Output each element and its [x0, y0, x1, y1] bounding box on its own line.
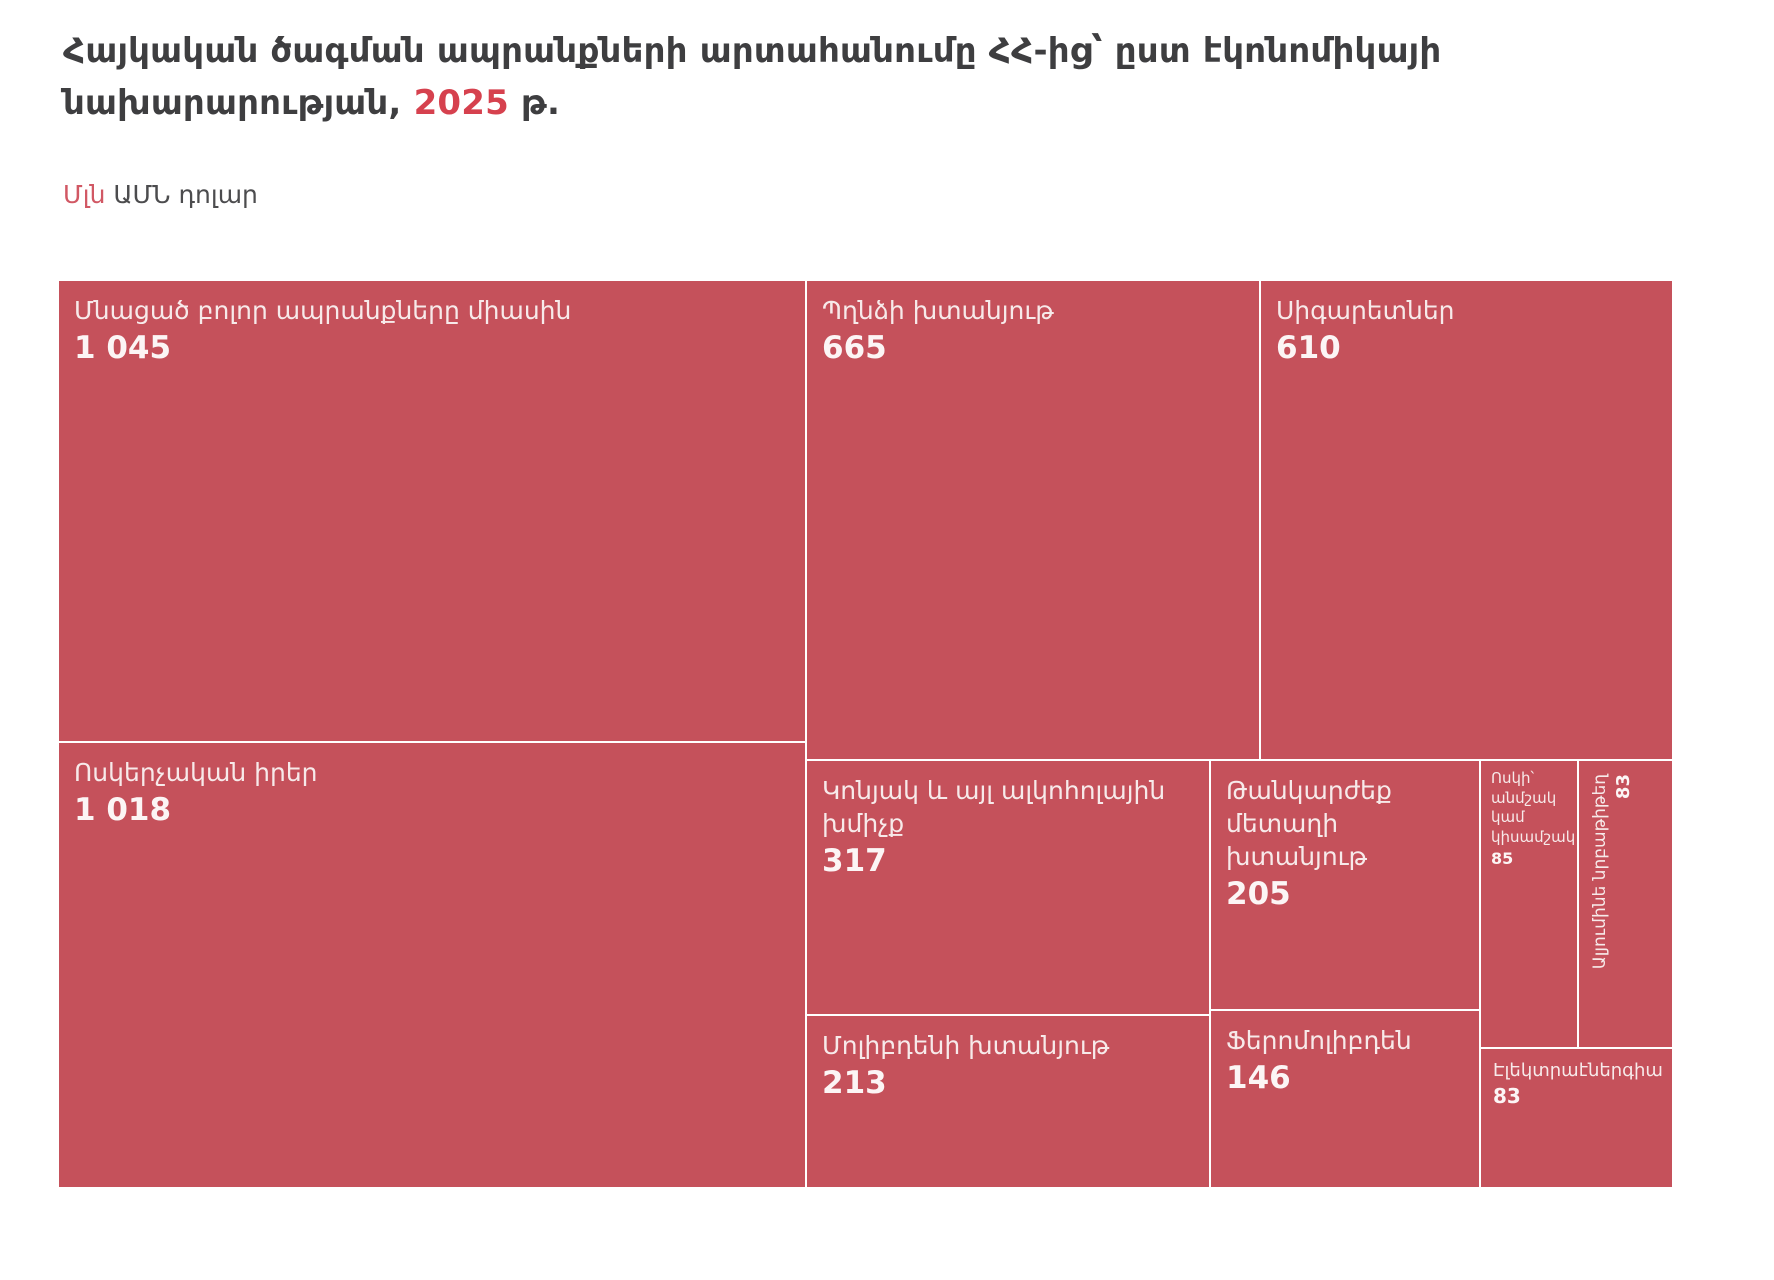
- title-year: 2025: [413, 82, 510, 123]
- tile-value: 213: [822, 1065, 887, 1101]
- tile-label: Մոլիբդենի խտանյութ: [822, 1031, 1110, 1060]
- tile-label: Մնացած բոլոր ապրանքները միասին: [74, 296, 572, 325]
- treemap-tile[interactable]: [1210, 760, 1480, 1010]
- tile-label: Սիգարետներ: [1276, 296, 1455, 325]
- tile-value: 146: [1226, 1060, 1291, 1096]
- treemap-tile[interactable]: [806, 760, 1210, 1015]
- unit-label: [63, 180, 258, 209]
- tile-value: 205: [1226, 876, 1291, 912]
- treemap-tile[interactable]: [58, 742, 806, 1188]
- tile-label: Ոսկերչական իրեր: [74, 758, 318, 787]
- tile-value: 665: [822, 330, 887, 366]
- treemap-tile[interactable]: [1480, 760, 1578, 1048]
- treemap-chart: [58, 280, 1673, 1188]
- tile-value: 317: [822, 843, 887, 879]
- tile-value: 610: [1276, 330, 1341, 366]
- title-text: Հայկական ծագման ապրանքների արտահանումը ՀՀ-ից՝ ըստ էկոնոմիկայի նախարարության,: [63, 31, 1442, 123]
- treemap-tile[interactable]: [1260, 280, 1673, 760]
- tile-label: Կոնյակ և այլ ալկոհոլային խմիչք: [822, 776, 1166, 838]
- tile-value: 85: [1491, 849, 1514, 868]
- tile-label: Էլեկտրաէներգիա: [1493, 1060, 1663, 1081]
- unit-rest: ԱՄՆ դոլար: [105, 180, 258, 209]
- tile-label: Ֆերոմոլիբդեն: [1226, 1026, 1412, 1055]
- page-title: [63, 26, 1623, 129]
- unit-highlight: Մլն: [63, 180, 106, 209]
- rotated-text-wrapper: [1579, 761, 1672, 1047]
- treemap-tile[interactable]: [1210, 1010, 1480, 1188]
- tile-label: Պղնձի խտանյութ: [822, 296, 1054, 325]
- treemap-tile[interactable]: [806, 280, 1260, 760]
- tile-label: Ալյումինե նրբաթիթեղ: [1590, 774, 1610, 970]
- tile-value: 1 018: [74, 792, 172, 828]
- treemap-tile[interactable]: [1578, 760, 1673, 1048]
- tile-value: 83: [1493, 1084, 1521, 1109]
- title-suffix: թ.: [509, 82, 561, 123]
- tile-value: 1 045: [74, 330, 172, 366]
- treemap-tile[interactable]: [1480, 1048, 1673, 1188]
- treemap-tile[interactable]: [58, 280, 806, 742]
- tile-value: 83: [1612, 774, 1634, 800]
- tile-label: Թանկարժեք մետաղի խտանյութ: [1226, 776, 1392, 871]
- treemap-tile[interactable]: [806, 1015, 1210, 1188]
- tile-label: Ոսկի՝ անմշակ կամ կիսամշակ: [1491, 769, 1576, 846]
